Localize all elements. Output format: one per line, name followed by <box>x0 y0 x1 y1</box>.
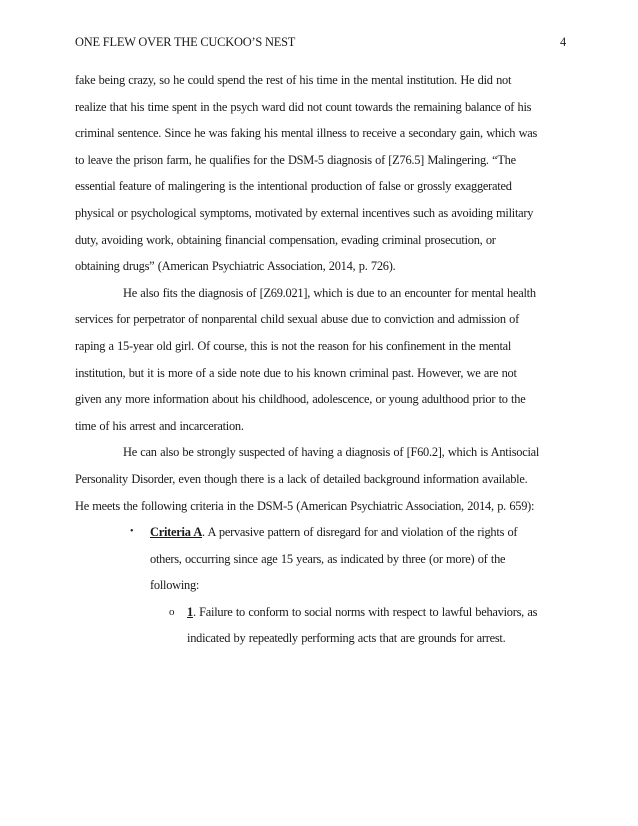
text-line: following: <box>150 578 200 593</box>
sub-bullet-item-1 <box>75 604 567 631</box>
page-header <box>75 35 566 53</box>
text-line: Personality Disorder, even though there is a lack of detailed background information available. <box>75 471 528 486</box>
sub-bullet-label: 1 <box>187 604 193 619</box>
text-line: fake being crazy, so he could spend the rest of his time in the mental institution. He did not <box>75 73 512 87</box>
bullet-label: Criteria A <box>150 525 203 540</box>
text-line: He can also be strongly suspected of having a diagnosis of [F60.2], which is Antisocial <box>123 445 540 460</box>
text-line: essential feature of malingering is the intentional production of false or grossly exaggerated <box>75 179 512 194</box>
text-line: institution, but it is more of a side note due to his known criminal past. However, we are not <box>75 365 517 380</box>
bullet-item-criteria-a <box>75 524 567 551</box>
text-line: raping a 15-year old girl. Of course, this is not the reason for his confinement in the mental <box>75 338 512 353</box>
sub-bullet-text: . Failure to conform to social norms with respect to lawful behaviors, as <box>192 604 538 619</box>
text-line: realize that his time spent in the psych ward did not count towards the remaining balance of his <box>75 99 532 114</box>
document-body <box>75 72 567 657</box>
sub-bullet-marker: o <box>169 605 175 618</box>
bullet-marker: • <box>130 526 134 538</box>
text-line: criminal sentence. Since he was faking his mental illness to receive a secondary gain, which was <box>75 126 538 141</box>
text-line: time of his arrest and incarceration. <box>75 418 244 433</box>
text-line: given any more information about his childhood, adolescence, or young adulthood prior to the <box>75 392 526 407</box>
text-line: to leave the prison farm, he qualifies for the DSM-5 diagnosis of [Z76.5] Malingering. “The <box>75 152 516 167</box>
text-line: services for perpetrator of nonparental child sexual abuse due to conviction and admission of <box>75 312 519 327</box>
text-line: indicated by repeatedly performing acts that are grounds for arrest. <box>187 631 506 646</box>
text-line: He meets the following criteria in the DSM-5 (American Psychiatric Association, 2014, p. 659): <box>75 498 535 513</box>
bullet-text: . A pervasive pattern of disregard for and violation of the rights of <box>202 525 518 540</box>
text-line: others, occurring since age 15 years, as indicated by three (or more) of the <box>150 551 506 566</box>
text-line: He also fits the diagnosis of [Z69.021], which is due to an encounter for mental health <box>123 285 536 300</box>
text-line: obtaining drugs” (American Psychiatric Association, 2014, p. 726). <box>75 259 396 274</box>
page-number: 4 <box>560 35 566 49</box>
running-head: ONE FLEW OVER THE CUCKOO’S NEST <box>75 35 296 49</box>
text-line: duty, avoiding work, obtaining financial compensation, evading criminal prosecution, or <box>75 232 496 247</box>
text-line: physical or psychological symptoms, motivated by external incentives such as avoiding military <box>75 205 534 220</box>
